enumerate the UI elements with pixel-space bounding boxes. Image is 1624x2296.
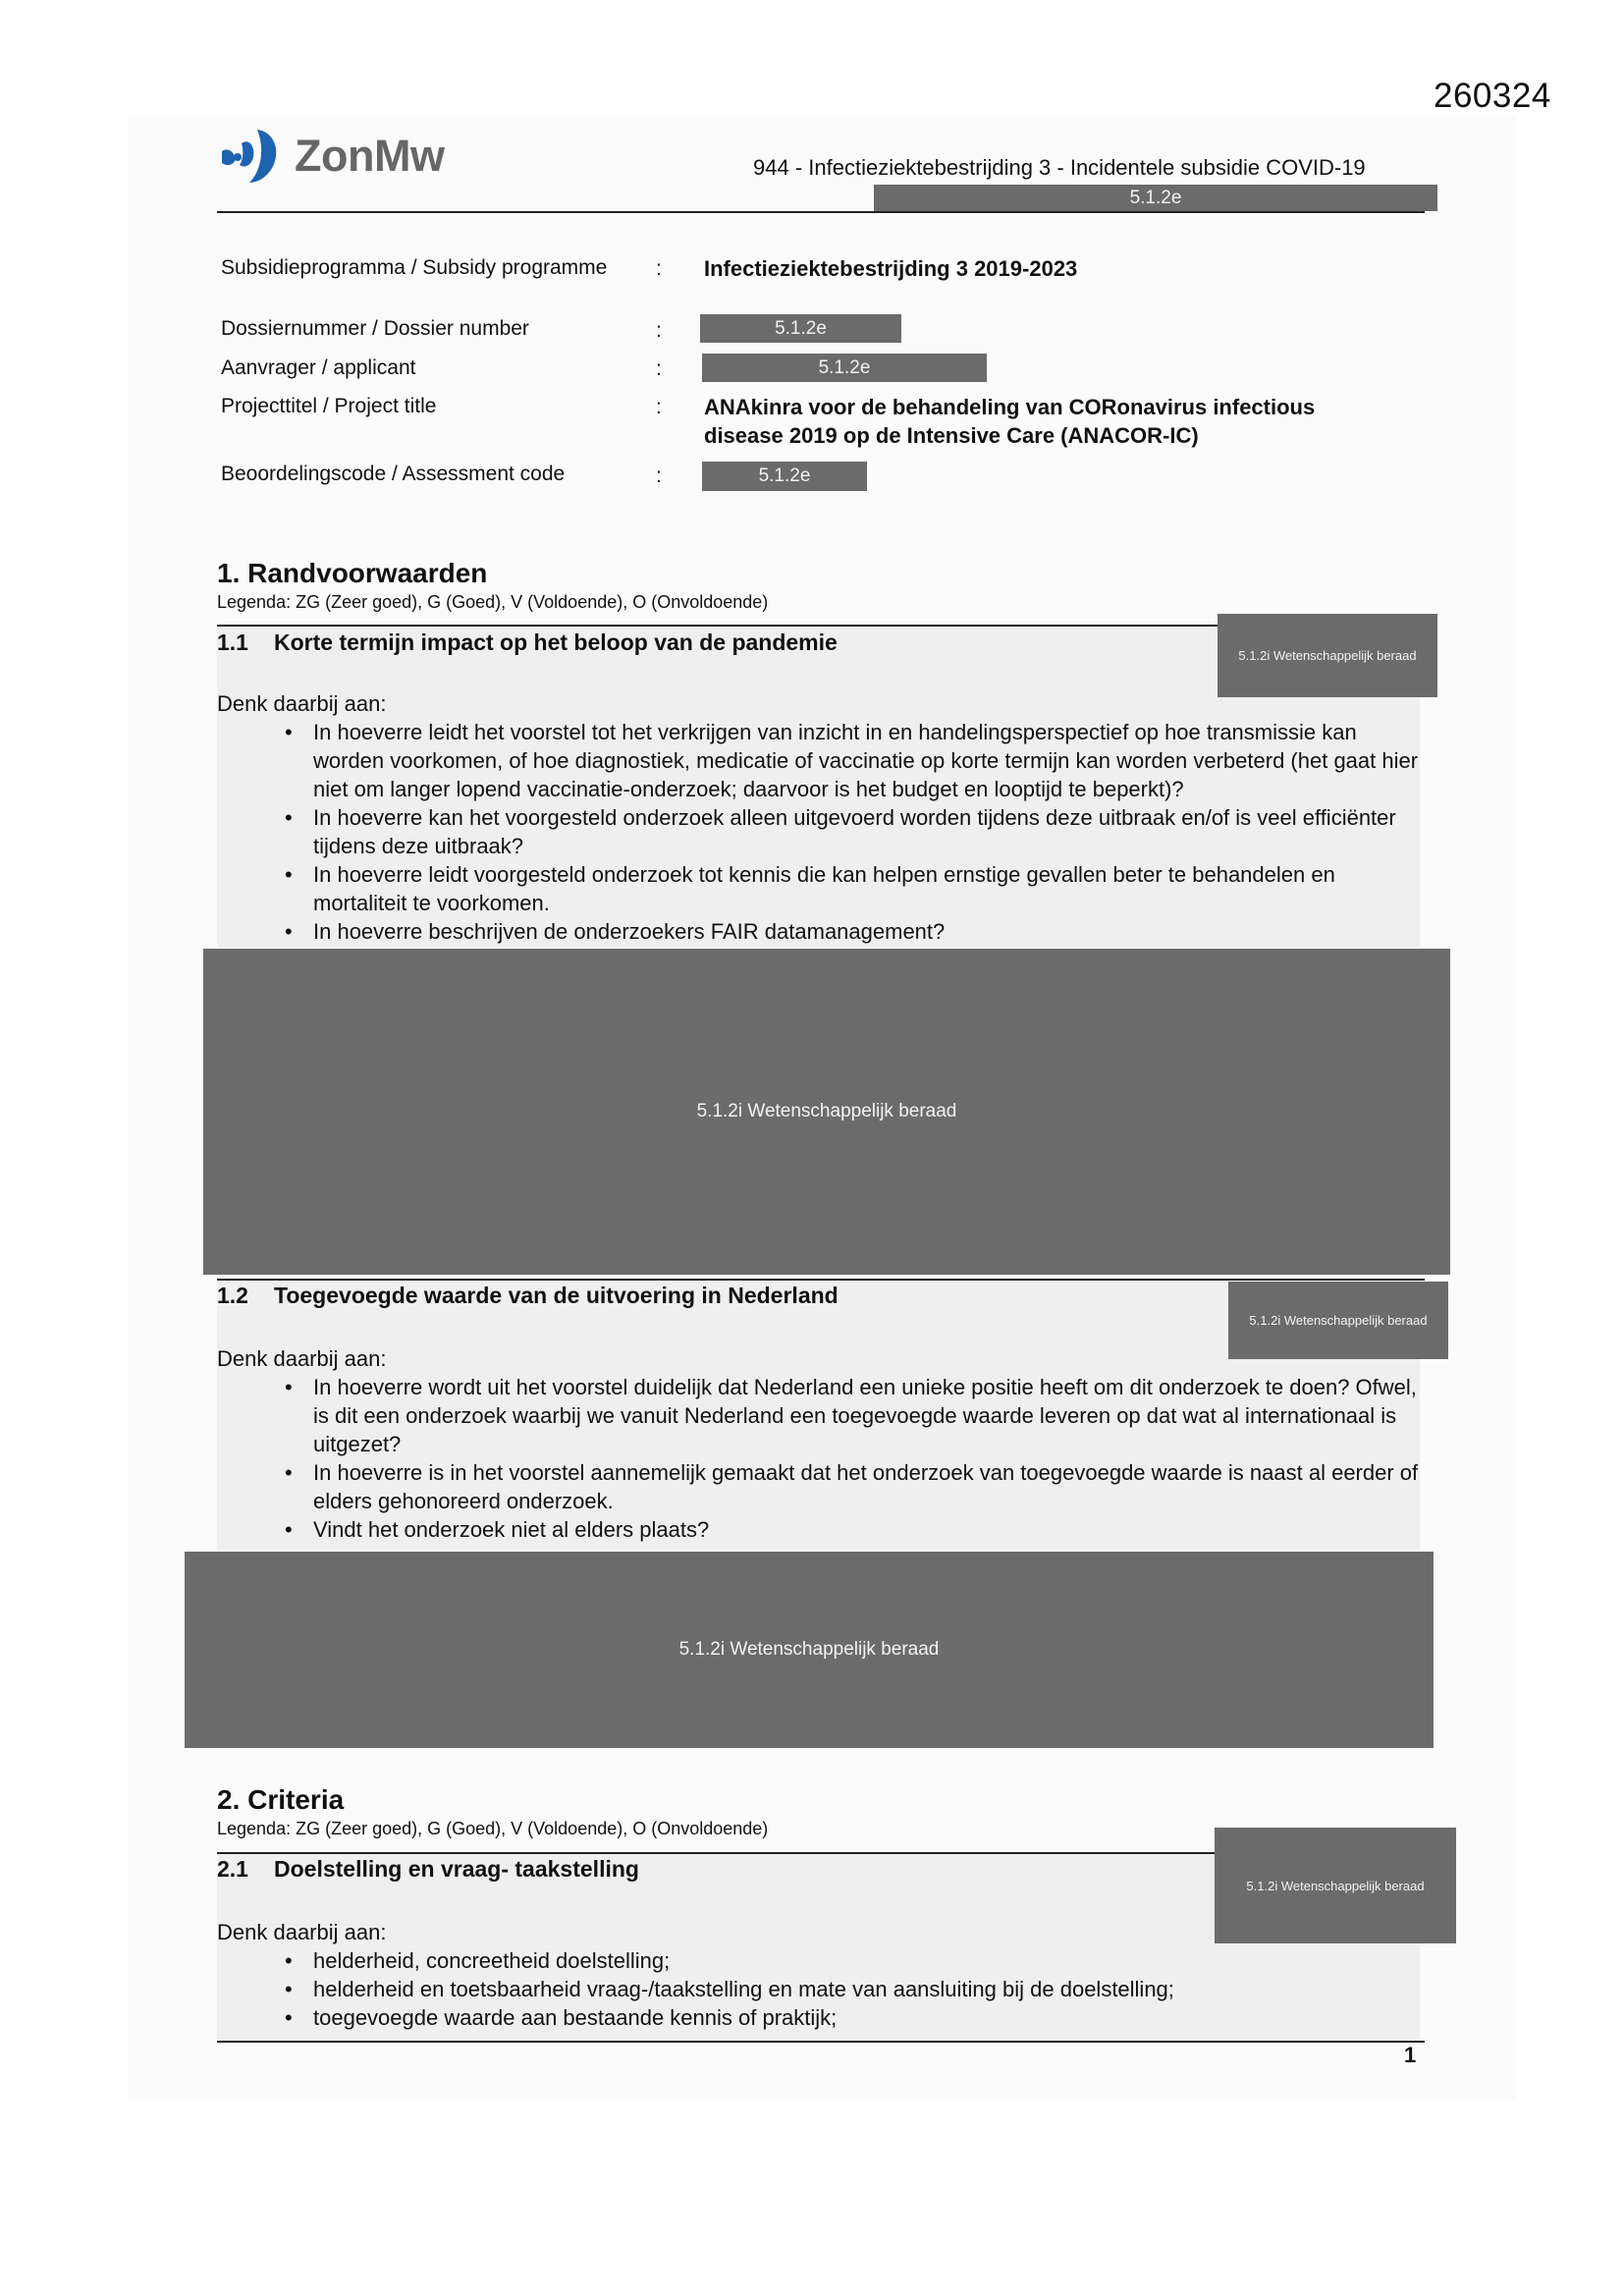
subsection-title-text: Korte termijn impact op het beloop van de pandemie bbox=[274, 629, 838, 655]
subsection-number: 1.2 bbox=[217, 1283, 248, 1308]
subsection-title-text: Doelstelling en vraag- taakstelling bbox=[274, 1856, 639, 1882]
score-redaction-1-1: 5.1.2i Wetenschappelijk beraad bbox=[1218, 614, 1437, 697]
subsection-intro: Denk daarbij aan: bbox=[217, 691, 387, 716]
score-redaction-1-2: 5.1.2i Wetenschappelijk beraad bbox=[1228, 1282, 1448, 1359]
dossier-number-redaction: 5.1.2e bbox=[700, 314, 901, 343]
document-number: 260324 bbox=[1434, 77, 1551, 115]
field-colon: : bbox=[656, 319, 662, 342]
subsection-number: 2.1 bbox=[217, 1856, 248, 1882]
logo-wordmark: ZonMw bbox=[295, 131, 445, 181]
field-value-subsidy-programme: Infectieziektebestrijding 3 2019-2023 bbox=[704, 256, 1078, 281]
list-item: • toegevoegde waarde aan bestaande kennis of praktijk; bbox=[280, 2003, 1419, 2032]
field-label-assessment-code: Beoordelingscode / Assessment code bbox=[221, 463, 566, 485]
field-colon: : bbox=[656, 396, 662, 418]
applicant-redaction: 5.1.2e bbox=[702, 354, 987, 382]
subsection-rule bbox=[217, 1852, 1218, 1854]
field-colon: : bbox=[656, 257, 662, 280]
list-item: • helderheid, concreetheid doelstelling; bbox=[280, 1946, 1419, 1975]
list-item: • In hoeverre kan het voorgesteld onderzoek alleen uitgevoerd worden tijdens deze uitbraak en/of is veel efficiënter tijdens deze uitbraak? bbox=[280, 803, 1419, 860]
field-label-subsidy-programme: Subsidieprogramma / Subsidy programme bbox=[221, 256, 608, 279]
section-title-randvoorwaarden: 1. Randvoorwaarden bbox=[217, 558, 488, 588]
subsection-intro: Denk daarbij aan: bbox=[217, 1920, 387, 1944]
bullet-list-1-2 bbox=[280, 1373, 1419, 1544]
list-item: • helderheid en toetsbaarheid vraag-/taakstelling en mate van aansluiting bij de doelstelling; bbox=[280, 1975, 1419, 2003]
section-legend: Legenda: ZG (Zeer goed), G (Goed), V (Voldoende), O (Onvoldoende) bbox=[217, 1819, 769, 1838]
list-item: • In hoeverre wordt uit het voorstel duidelijk dat Nederland een unieke positie heeft om dit onderzoek te doen? Ofwel, is dit een onderzoek waarbij we vanuit Nederland een toegevoegde waarde leveren op dat wat al internationaal is uitgezet? bbox=[280, 1373, 1419, 1458]
list-item: • Vindt het onderzoek niet al elders plaats? bbox=[280, 1515, 1419, 1544]
footer-rule bbox=[217, 2041, 1425, 2043]
list-item: • In hoeverre beschrijven de onderzoekers FAIR datamanagement? bbox=[280, 917, 1419, 946]
assessment-code-redaction: 5.1.2e bbox=[702, 462, 867, 491]
list-item: • In hoeverre leidt voorgesteld onderzoek tot kennis die kan helpen ernstige gevallen beter te behandelen en mortaliteit te voorkomen. bbox=[280, 860, 1419, 917]
field-value-project-title-line1: ANAkinra voor de behandeling van CORonavirus infectious bbox=[704, 395, 1316, 419]
header-rule bbox=[217, 211, 1425, 213]
bullet-list-1-1 bbox=[280, 718, 1419, 946]
score-redaction-2-1: 5.1.2i Wetenschappelijk beraad bbox=[1215, 1828, 1456, 1943]
field-label-applicant: Aanvrager / applicant bbox=[221, 356, 416, 379]
subsection-rule bbox=[217, 625, 1228, 627]
zonmw-logo-icon bbox=[214, 126, 285, 187]
section-legend: Legenda: ZG (Zeer goed), G (Goed), V (Voldoende), O (Onvoldoende) bbox=[217, 592, 769, 612]
subsection-rule bbox=[217, 1279, 1425, 1281]
field-colon: : bbox=[656, 465, 662, 487]
section-title-criteria: 2. Criteria bbox=[217, 1784, 345, 1815]
field-label-dossier-number: Dossiernummer / Dossier number bbox=[221, 317, 529, 340]
subsection-title-1-2 bbox=[217, 1283, 839, 1309]
field-label-project-title: Projecttitel / Project title bbox=[221, 395, 437, 417]
subsection-title-text: Toegevoegde waarde van de uitvoering in Nederland bbox=[274, 1283, 839, 1308]
body-redaction-1-2: 5.1.2i Wetenschappelijk beraad bbox=[185, 1552, 1434, 1748]
field-value-project-title-line2: disease 2019 op de Intensive Care (ANACOR-IC) bbox=[704, 423, 1199, 448]
list-item: • In hoeverre is in het voorstel aannemelijk gemaakt dat het onderzoek van toegevoegde waarde is naast al eerder of elders gehonoreerd onderzoek. bbox=[280, 1458, 1419, 1515]
field-colon: : bbox=[656, 357, 662, 380]
header-redaction: 5.1.2e bbox=[874, 185, 1437, 211]
subsection-title-1-1 bbox=[217, 629, 838, 656]
document-header-title: 944 - Infectieziektebestrijding 3 - Incidentele subsidie COVID-19 bbox=[753, 155, 1366, 180]
zonmw-logo bbox=[214, 126, 444, 187]
list-item: • In hoeverre leidt het voorstel tot het verkrijgen van inzicht in en handelingsperspectief op hoe transmissie kan worden voorkomen, of hoe diagnostiek, medicatie of vaccinatie op korte termijn kan worden verbeterd (het gaat hier niet om langer lopend vaccinatie-onderzoek; daarvoor is het budget en looptijd te beperkt)? bbox=[280, 718, 1419, 803]
subsection-intro: Denk daarbij aan: bbox=[217, 1346, 387, 1371]
subsection-number: 1.1 bbox=[217, 629, 248, 655]
subsection-title-2-1 bbox=[217, 1856, 639, 1883]
page-number: 1 bbox=[1404, 2043, 1417, 2067]
bullet-list-2-1 bbox=[280, 1946, 1419, 2032]
body-redaction-1-1: 5.1.2i Wetenschappelijk beraad bbox=[203, 949, 1450, 1275]
